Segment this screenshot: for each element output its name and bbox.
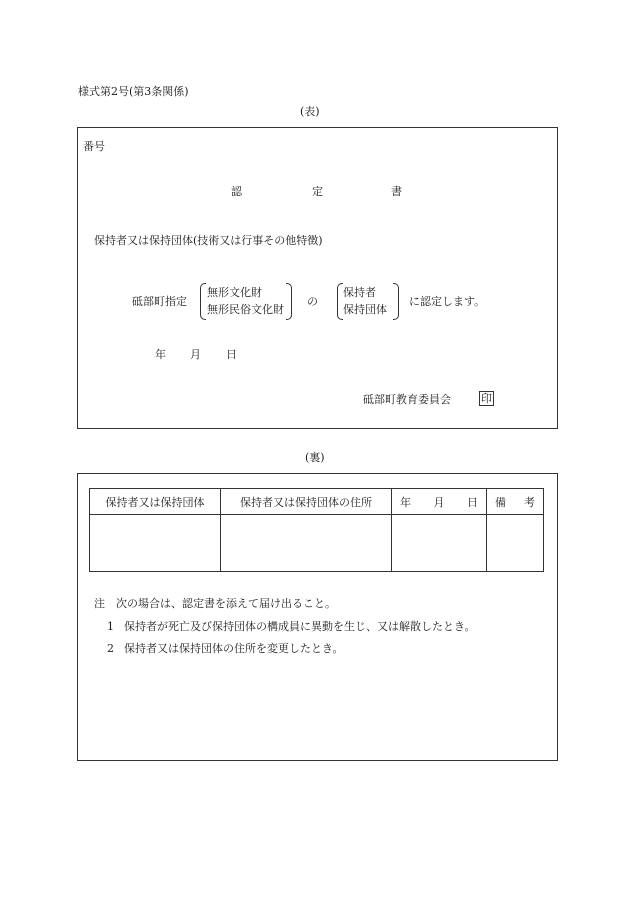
- designation-prefix: 砥部町指定: [132, 295, 187, 308]
- title-char-2: 定: [312, 185, 323, 198]
- header-date-year: 年: [400, 495, 411, 509]
- holder-option-2: 保持団体: [343, 303, 387, 316]
- header-remarks-1: 備: [495, 495, 506, 509]
- title-char-1: 認: [231, 185, 242, 198]
- category-left-bracket: [200, 283, 206, 320]
- header-remarks: [487, 489, 544, 515]
- category-right-bracket: [286, 283, 292, 320]
- holder-option-1: 保持者: [343, 286, 376, 299]
- date-month-label: 月: [190, 348, 201, 361]
- note-2-number: 2: [107, 642, 114, 655]
- back-side-label: (裏): [305, 451, 325, 464]
- seal-stamp: 印: [481, 392, 492, 405]
- note-1-number: 1: [107, 620, 114, 633]
- title-char-3: 書: [391, 185, 402, 198]
- category-option-2: 無形民俗文化財: [207, 303, 284, 316]
- front-side-label: (表): [300, 105, 320, 118]
- header-address: 保持者又は保持団体の住所: [221, 489, 392, 515]
- cell-remarks[interactable]: [487, 515, 544, 572]
- table-header-row: [90, 489, 544, 515]
- notes-heading: 注 次の場合は、認定書を添えて届け出ること。: [94, 597, 336, 610]
- header-holder: 保持者又は保持団体: [90, 489, 221, 515]
- header-remarks-2: 考: [524, 495, 535, 509]
- issuer-name: 砥部町教育委員会: [363, 393, 451, 406]
- holder-description-line: 保持者又は保持団体(技術又は行事その他特徴): [94, 234, 323, 247]
- record-table: [89, 488, 544, 572]
- note-1-text: 保持者が死亡及び保持団体の構成員に異動を生じ、又は解散したとき。: [124, 620, 476, 633]
- front-certificate-box: [77, 127, 558, 429]
- category-option-1: 無形文化財: [207, 286, 262, 299]
- designation-suffix: に認定します。: [409, 295, 486, 308]
- holder-right-bracket: [393, 283, 399, 320]
- header-date-day: 日: [467, 495, 478, 509]
- header-date: [392, 489, 487, 515]
- cell-holder[interactable]: [90, 515, 221, 572]
- cell-date[interactable]: [392, 515, 487, 572]
- header-date-month: 月: [433, 495, 445, 509]
- table-row: [90, 515, 544, 572]
- note-2-text: 保持者又は保持団体の住所を変更したとき。: [124, 642, 344, 655]
- date-year-label: 年: [155, 348, 166, 361]
- number-label: 番号: [83, 140, 105, 153]
- date-day-label: 日: [226, 348, 237, 361]
- form-number-label: 様式第2号(第3条関係): [78, 85, 189, 98]
- connector-text: の: [307, 295, 318, 308]
- cell-address[interactable]: [221, 515, 392, 572]
